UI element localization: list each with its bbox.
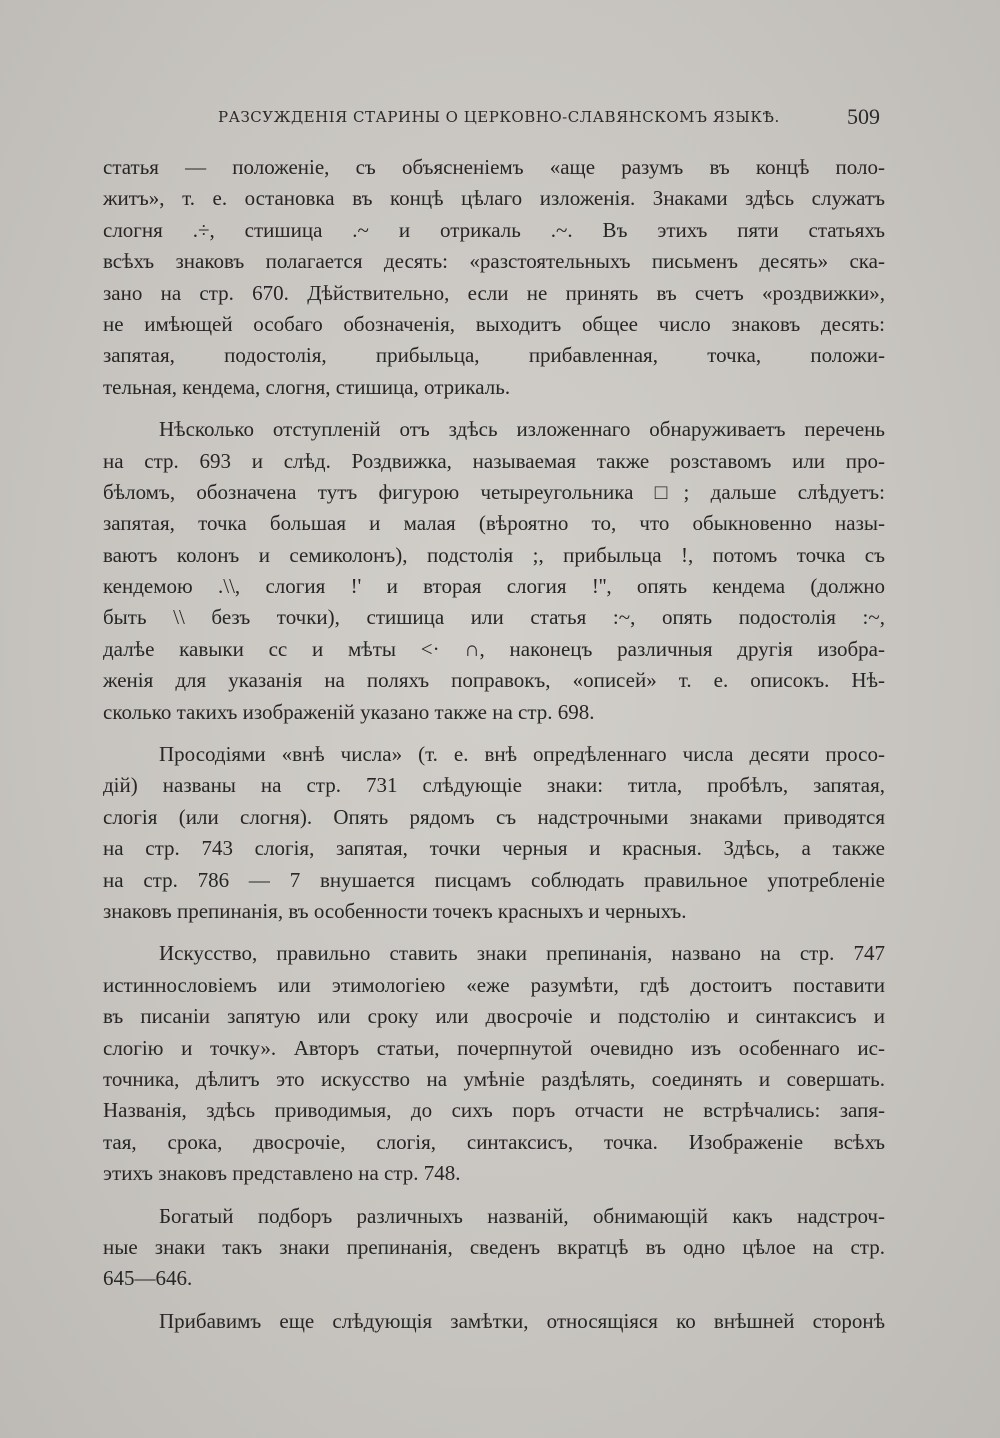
text-line: Просодіями «внѣ числа» (т. е. внѣ опредѣленнаго числа десяти просо- <box>159 742 885 767</box>
text-line: Богатый подборъ различныхъ названій, обнимающій какъ надстроч- <box>159 1203 885 1228</box>
page-number: 509 <box>847 104 880 129</box>
text-line: запятая, точка большая и малая (вѣроятно то, что обыкновенно назы- <box>103 511 885 536</box>
paragraph-gap <box>103 403 885 414</box>
text-line: ные знаки такъ знаки препинанія, сведенъ вкратцѣ въ одно цѣлое на стр. <box>103 1234 885 1259</box>
text-line: на стр. 786 — 7 внушается писцамъ соблюдать правильное употребленіе <box>103 867 885 892</box>
paragraph <box>103 938 885 1189</box>
text-line: бѣломъ, обозначена тутъ фигурою четыреугольника □; дальше слѣдуетъ: <box>103 479 885 504</box>
text-line: слогня .÷, стишица .~ и отрикаль .~. Въ этихъ пяти статьяхъ <box>103 217 885 242</box>
text-line: Названія, здѣсь приводимыя, до сихъ поръ отчасти не встрѣчались: запя- <box>103 1098 885 1123</box>
text-line: въ писаніи запятую или сроку или двосрочіе и подстолію и синтаксисъ и <box>103 1004 885 1029</box>
text-line: тая, срока, двосрочіе, слогія, синтаксисъ, точка. Изображеніе всѣхъ <box>103 1129 885 1154</box>
text-line: истиннословіемъ или этимологіею «еже разумѣти, гдѣ достоитъ поставити <box>103 972 885 997</box>
text-line: не имѣющей особаго обозначенія, выходитъ общее число знаковъ десять: <box>103 311 885 336</box>
text-line: Нѣсколько отступленій отъ здѣсь изложеннаго обнаруживаетъ перечень <box>159 417 885 442</box>
page-header <box>218 104 880 134</box>
text-line: женія для указанія на поляхъ поправокъ, «описей» т. е. описокъ. Нѣ- <box>103 668 885 693</box>
text-line: на стр. 693 и слѣд. Роздвижка, называемая также розставомъ или про- <box>103 448 885 473</box>
text-line: кендемою .\\, слогия !' и вторая слогия !'', опять кендема (должно <box>103 574 885 599</box>
text-line: зано на стр. 670. Дѣйствительно, если не принять въ счетъ «роздвижки», <box>103 280 885 305</box>
paragraph-gap <box>103 728 885 739</box>
text-line: дій) названы на стр. 731 слѣдующіе знаки: титла, пробѣлъ, запятая, <box>103 773 885 798</box>
paragraph-gap <box>103 1295 885 1306</box>
running-title: РАЗСУЖДЕНІЯ СТАРИНЫ О ЦЕРКОВНО-СЛАВЯНСКОМЪ ЯЗЫКѢ. <box>218 108 780 126</box>
text-line: житъ», т. е. остановка въ концѣ цѣлаго изложенія. Знаками здѣсь служатъ <box>103 186 885 211</box>
text-line: знаковъ препинанія, въ особенности точекъ красныхъ и черныхъ. <box>103 898 687 923</box>
paragraph <box>103 152 885 403</box>
text-line: на стр. 743 слогія, запятая, точки черныя и красныя. Здѣсь, а также <box>103 836 885 861</box>
text-line: всѣхъ знаковъ полагается десять: «разстоятельныхъ письменъ десять» ска- <box>103 249 885 274</box>
text-line: этихъ знаковъ представлено на стр. 748. <box>103 1161 461 1186</box>
text-line: статья — положеніе, съ объясненіемъ «аще разумъ въ концѣ поло- <box>103 155 885 179</box>
paragraph <box>103 1201 885 1295</box>
text-line: Искусство, правильно ставить знаки препинанія, названо на стр. 747 <box>159 941 885 966</box>
paragraph <box>103 1306 885 1337</box>
paragraph-gap <box>103 1190 885 1201</box>
text-line: Прибавимъ еще слѣдующія замѣтки, относящіяся ко внѣшней сторонѣ <box>159 1308 885 1333</box>
text-line: точника, дѣлитъ это искусство на умѣніе раздѣлять, соединять и совершать. <box>103 1066 885 1091</box>
text-line: 645—646. <box>103 1266 193 1291</box>
text-line: сколько такихъ изображеній указано также на стр. 698. <box>103 699 595 724</box>
text-line: слогію и точку». Авторъ статьи, почерпнутой очевидно изъ особеннаго ис- <box>103 1035 885 1060</box>
text-line: быть \\ безъ точки), стишица или статья :~, опять подостолія :~, <box>103 605 885 630</box>
paragraph <box>103 739 885 927</box>
paragraph-gap <box>103 927 885 938</box>
text-line: тельная, кендема, слогня, стишица, отрикаль. <box>103 374 511 399</box>
text-line: далѣе кавыки сс и мѣты <· ∩, наконецъ различныя другія изобра- <box>103 636 885 661</box>
body-text <box>103 152 885 1337</box>
paragraph <box>103 414 885 728</box>
text-line: ваютъ колонъ и семиколонъ), подстолія ;, прибыльца !, потомъ точка съ <box>103 542 885 567</box>
text-line: запятая, подостолія, прибыльца, прибавленная, точка, положи- <box>103 343 885 368</box>
text-line: слогія (или слогня). Опять рядомъ съ надстрочными знаками приводятся <box>103 804 885 829</box>
